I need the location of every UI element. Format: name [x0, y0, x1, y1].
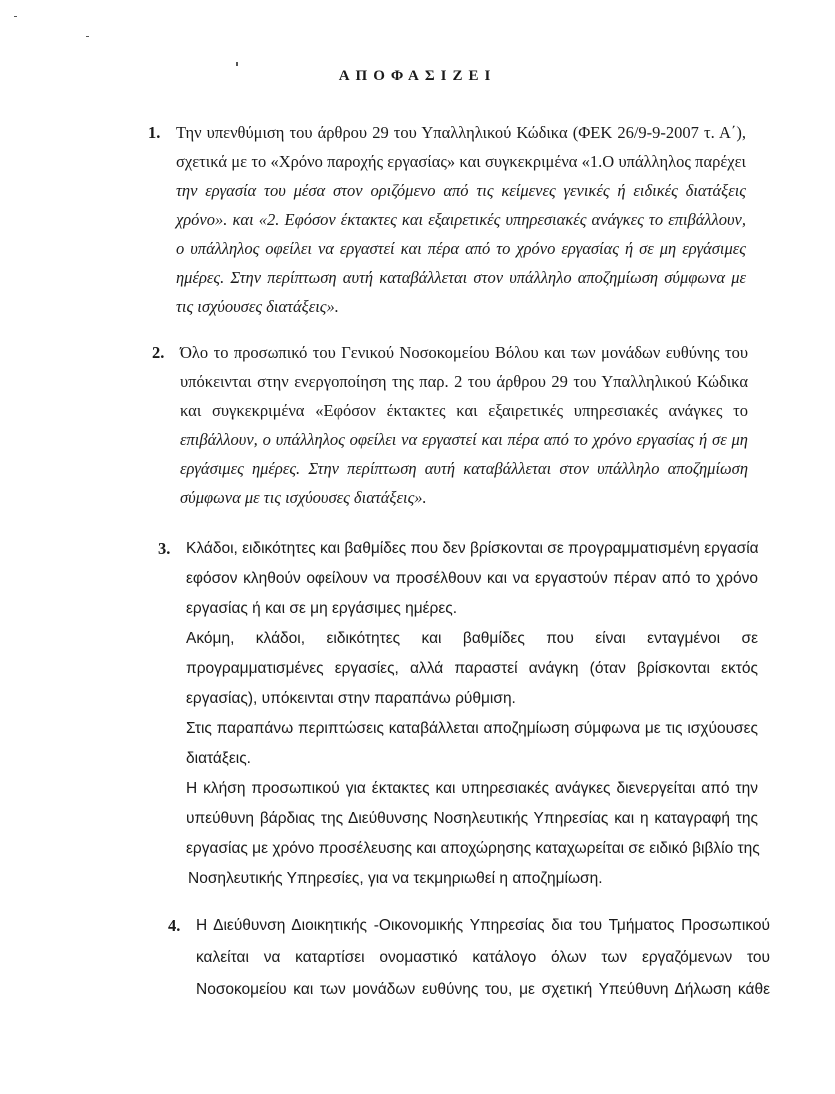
scan-speck	[86, 36, 89, 37]
item-line: ο υπάλληλος οφείλει να εργαστεί και πέρα από το χρόνο εργασίας ή σε μη εργάσιμες	[176, 239, 746, 258]
item-line: εργασίας με χρόνο προσέλευσης και αποχώρησης καταχωρείται σε ειδικό βιβλίο της	[186, 840, 760, 857]
item-line: διατάξεις.	[186, 750, 251, 767]
item-line: ημέρες. Στην περίπτωση αυτή καταβάλλεται στον υπάλληλο αποζημίωση σύμφωνα με	[176, 268, 746, 287]
item-number: 3.	[158, 539, 171, 558]
item-line: χρόνο». και «2. Εφόσον έκτακτες και εξαιρετικές υπηρεσιακές ανάγκες το επιβάλλουν,	[176, 210, 746, 229]
item-line: επιβάλλουν, ο υπάλληλος οφείλει να εργαστεί και πέρα από το χρόνο εργασίας ή σε μη	[180, 430, 748, 449]
scan-speck	[236, 62, 238, 66]
item-line: Στις παραπάνω περιπτώσεις καταβάλλεται αποζημίωση σύμφωνα με τις ισχύουσες	[186, 720, 758, 737]
decision-item-1	[148, 118, 746, 321]
scan-speck	[14, 16, 17, 17]
item-line: υπόκεινται στην ενεργοποίηση της παρ. 2 του άρθρου 29 του Υπαλληλικού Κώδικα	[180, 372, 748, 391]
item-number: 4.	[168, 916, 181, 935]
item-line: προγραμματισμένες εργασίες, αλλά παραστεί ανάγκη (όταν βρίσκονται εκτός	[186, 660, 758, 677]
item-line: καλείται να καταρτίσει ονομαστικό κατάλογο όλων των εργαζόμενων του	[196, 949, 770, 966]
decision-item-2	[152, 338, 748, 512]
item-line: την εργασία του μέσα στον οριζόμενο από τις κείμενες γενικές ή ειδικές διατάξεις	[176, 181, 746, 200]
item-line: Η κλήση προσωπικού για έκτακτες και υπηρεσιακές ανάγκες διενεργείται από την	[186, 780, 758, 797]
item-line: Ακόμη, κλάδοι, ειδικότητες και βαθμίδες που είναι ενταγμένοι σε	[186, 630, 758, 647]
item-line: εφόσον κληθούν οφείλουν να προσέλθουν και να εργαστούν πέραν από το χρόνο	[186, 570, 758, 587]
item-line: και συγκεκριμένα «Εφόσον έκτακτες και εξαιρετικές υπηρεσιακές ανάγκες το	[180, 401, 748, 420]
item-line: εργάσιμες ημέρες. Στην περίπτωση αυτή καταβάλλεται στον υπάλληλο αποζημίωση	[180, 459, 748, 478]
decision-item-4	[168, 910, 770, 1006]
item-line: υπεύθυνη βάρδιας της Διεύθυνσης Νοσηλευτικής Υπηρεσίας και η καταγραφή της	[186, 810, 758, 827]
item-number: 1.	[148, 123, 161, 142]
item-line: Η Διεύθυνση Διοικητικής -Οικονομικής Υπηρεσίας δια του Τμήματος Προσωπικού	[196, 917, 770, 934]
item-line: εργασίας), υπόκεινται στην παραπάνω ρύθμιση.	[186, 690, 516, 707]
item-number: 2.	[152, 343, 165, 362]
document-heading: ΑΠΟΦΑΣΙΖΕΙ	[338, 68, 497, 84]
item-line: Την υπενθύμιση του άρθρου 29 του Υπαλληλικού Κώδικα (ΦΕΚ 26/9-9-2007 τ. Α΄),	[176, 123, 746, 142]
item-line: εργασίας ή και σε μη εργάσιμες ημέρες.	[186, 600, 458, 617]
item-line: σχετικά με το «Χρόνο παροχής εργασίας» και συγκεκριμένα «1.Ο υπάλληλος παρέχει	[176, 152, 746, 171]
item-line: σύμφωνα με τις ισχύουσες διατάξεις».	[180, 488, 427, 507]
decision-item-3	[158, 534, 760, 894]
item-line: Νοσοκομείου και των μονάδων ευθύνης του, με σχετική Υπεύθυνη Δήλωση κάθε	[196, 981, 770, 998]
item-line: τις ισχύουσες διατάξεις».	[176, 297, 339, 316]
item-line: Όλο το προσωπικό του Γενικού Νοσοκομείου Βόλου και των μονάδων ευθύνης του	[180, 343, 748, 362]
item-line: Κλάδοι, ειδικότητες και βαθμίδες που δεν βρίσκονται σε προγραμματισμένη εργασία	[186, 540, 759, 557]
item-line: Νοσηλευτικής Υπηρεσίες, για να τεκμηριωθεί η αποζημίωση.	[188, 870, 603, 887]
